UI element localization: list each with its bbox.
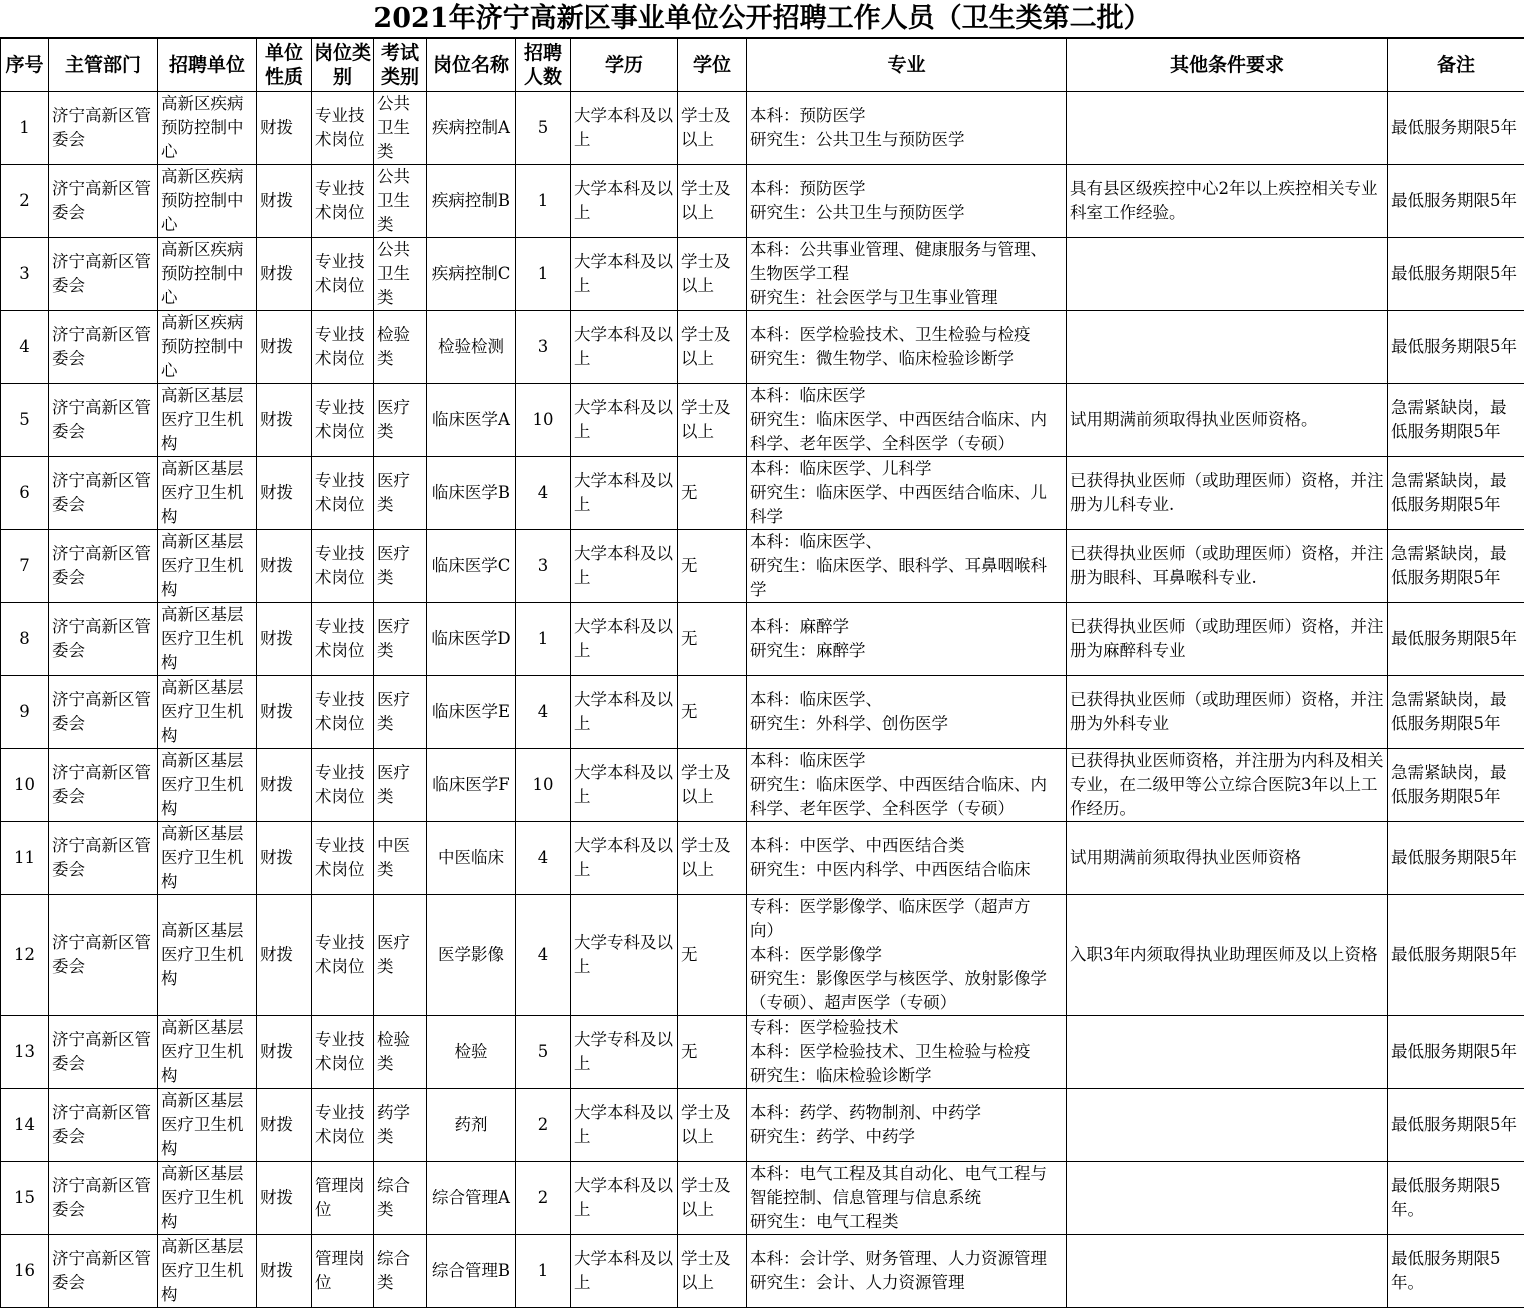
table-row — [1, 457, 1524, 530]
cell-education: 大学本科及以上 — [571, 238, 678, 311]
table-body — [1, 92, 1524, 1308]
cell-no: 5 — [1, 384, 49, 457]
cell-other: 试用期满前须取得执业医师资格 — [1067, 822, 1388, 895]
table-row — [1, 92, 1524, 165]
cell-category: 专业技术岗位 — [312, 895, 374, 1016]
cell-other: 已获得执业医师（或助理医师）资格，并注册为儿科专业. — [1067, 457, 1388, 530]
cell-remark: 急需紧缺岗，最低服务期限5年 — [1388, 676, 1524, 749]
cell-degree: 学士及以上 — [678, 1162, 747, 1235]
cell-education: 大学本科及以上 — [571, 1162, 678, 1235]
cell-unit: 高新区基层医疗卫生机构 — [158, 749, 257, 822]
cell-education: 大学本科及以上 — [571, 457, 678, 530]
cell-dept: 济宁高新区管委会 — [49, 92, 158, 165]
cell-no: 16 — [1, 1235, 49, 1308]
cell-unit: 高新区疾病预防控制中心 — [158, 311, 257, 384]
cell-degree: 学士及以上 — [678, 822, 747, 895]
cell-nature: 财拨 — [257, 384, 312, 457]
header-position: 岗位名称 — [427, 39, 516, 92]
cell-no: 9 — [1, 676, 49, 749]
cell-position: 临床医学C — [427, 530, 516, 603]
cell-unit: 高新区基层医疗卫生机构 — [158, 1089, 257, 1162]
cell-nature: 财拨 — [257, 749, 312, 822]
cell-major: 本科：临床医学 研究生：临床医学、中西医结合临床、内科学、老年医学、全科医学（专硕） — [747, 749, 1067, 822]
cell-exam: 医疗类 — [374, 749, 427, 822]
cell-dept: 济宁高新区管委会 — [49, 165, 158, 238]
cell-degree: 学士及以上 — [678, 384, 747, 457]
cell-exam: 检验类 — [374, 1016, 427, 1089]
cell-exam: 药学类 — [374, 1089, 427, 1162]
cell-major: 本科：临床医学、儿科学 研究生：临床医学、中西医结合临床、儿科学 — [747, 457, 1067, 530]
cell-no: 8 — [1, 603, 49, 676]
cell-unit: 高新区基层医疗卫生机构 — [158, 603, 257, 676]
cell-major: 本科：医学检验技术、卫生检验与检疫 研究生：微生物学、临床检验诊断学 — [747, 311, 1067, 384]
cell-nature: 财拨 — [257, 530, 312, 603]
cell-count: 5 — [516, 92, 571, 165]
cell-nature: 财拨 — [257, 311, 312, 384]
cell-unit: 高新区基层医疗卫生机构 — [158, 384, 257, 457]
cell-exam: 综合类 — [374, 1162, 427, 1235]
cell-dept: 济宁高新区管委会 — [49, 676, 158, 749]
cell-position: 疾病控制C — [427, 238, 516, 311]
cell-unit: 高新区疾病预防控制中心 — [158, 238, 257, 311]
cell-degree: 学士及以上 — [678, 92, 747, 165]
cell-nature: 财拨 — [257, 1162, 312, 1235]
cell-dept: 济宁高新区管委会 — [49, 311, 158, 384]
cell-other — [1067, 238, 1388, 311]
cell-education: 大学本科及以上 — [571, 822, 678, 895]
cell-no: 12 — [1, 895, 49, 1016]
cell-category: 管理岗位 — [312, 1162, 374, 1235]
cell-major: 本科：预防医学 研究生：公共卫生与预防医学 — [747, 165, 1067, 238]
table-row — [1, 384, 1524, 457]
cell-unit: 高新区基层医疗卫生机构 — [158, 457, 257, 530]
cell-degree: 无 — [678, 1016, 747, 1089]
cell-education: 大学本科及以上 — [571, 530, 678, 603]
cell-nature: 财拨 — [257, 92, 312, 165]
cell-degree: 无 — [678, 530, 747, 603]
cell-no: 11 — [1, 822, 49, 895]
cell-remark: 最低服务期限5年 — [1388, 238, 1524, 311]
cell-degree: 学士及以上 — [678, 1235, 747, 1308]
cell-major: 本科：麻醉学 研究生：麻醉学 — [747, 603, 1067, 676]
cell-category: 专业技术岗位 — [312, 603, 374, 676]
cell-position: 检验检测 — [427, 311, 516, 384]
header-unit: 招聘单位 — [158, 39, 257, 92]
cell-category: 专业技术岗位 — [312, 165, 374, 238]
cell-education: 大学本科及以上 — [571, 1089, 678, 1162]
cell-unit: 高新区基层医疗卫生机构 — [158, 530, 257, 603]
cell-remark: 急需紧缺岗，最低服务期限5年 — [1388, 457, 1524, 530]
cell-position: 临床医学A — [427, 384, 516, 457]
cell-remark: 最低服务期限5年 — [1388, 603, 1524, 676]
cell-dept: 济宁高新区管委会 — [49, 457, 158, 530]
cell-count: 4 — [516, 457, 571, 530]
cell-exam: 医疗类 — [374, 603, 427, 676]
cell-no: 2 — [1, 165, 49, 238]
cell-dept: 济宁高新区管委会 — [49, 822, 158, 895]
cell-major: 专科：医学影像学、临床医学（超声方向） 本科：医学影像学 研究生：影像医学与核医学、放射影像学（专硕）、超声医学（专硕） — [747, 895, 1067, 1016]
cell-exam: 公共卫生类 — [374, 165, 427, 238]
table-row — [1, 238, 1524, 311]
cell-dept: 济宁高新区管委会 — [49, 895, 158, 1016]
cell-remark: 最低服务期限5年 — [1388, 1016, 1524, 1089]
cell-remark: 急需紧缺岗，最低服务期限5年 — [1388, 530, 1524, 603]
cell-nature: 财拨 — [257, 1016, 312, 1089]
cell-education: 大学本科及以上 — [571, 311, 678, 384]
cell-education: 大学本科及以上 — [571, 384, 678, 457]
cell-nature: 财拨 — [257, 603, 312, 676]
header-education: 学历 — [571, 39, 678, 92]
cell-position: 中医临床 — [427, 822, 516, 895]
cell-exam: 医疗类 — [374, 895, 427, 1016]
cell-other: 已获得执业医师（或助理医师）资格，并注册为麻醉科专业 — [1067, 603, 1388, 676]
table-row — [1, 530, 1524, 603]
header-other: 其他条件要求 — [1067, 39, 1388, 92]
cell-position: 疾病控制B — [427, 165, 516, 238]
cell-remark: 最低服务期限5年 — [1388, 822, 1524, 895]
header-no: 序号 — [1, 39, 49, 92]
cell-dept: 济宁高新区管委会 — [49, 1089, 158, 1162]
cell-other: 入职3年内须取得执业助理医师及以上资格 — [1067, 895, 1388, 1016]
cell-education: 大学本科及以上 — [571, 676, 678, 749]
table-row — [1, 311, 1524, 384]
cell-remark: 最低服务期限5年 — [1388, 92, 1524, 165]
cell-remark: 急需紧缺岗，最低服务期限5年 — [1388, 384, 1524, 457]
cell-dept: 济宁高新区管委会 — [49, 1162, 158, 1235]
cell-no: 14 — [1, 1089, 49, 1162]
cell-major: 本科：中医学、中西医结合类 研究生：中医内科学、中西医结合临床 — [747, 822, 1067, 895]
cell-exam: 医疗类 — [374, 676, 427, 749]
cell-no: 13 — [1, 1016, 49, 1089]
cell-position: 临床医学E — [427, 676, 516, 749]
cell-exam: 医疗类 — [374, 457, 427, 530]
cell-count: 3 — [516, 530, 571, 603]
cell-count: 10 — [516, 749, 571, 822]
cell-count: 1 — [516, 1235, 571, 1308]
cell-degree: 学士及以上 — [678, 749, 747, 822]
recruitment-table — [0, 38, 1524, 1308]
cell-category: 专业技术岗位 — [312, 822, 374, 895]
cell-exam: 医疗类 — [374, 530, 427, 603]
cell-major: 本科：会计学、财务管理、人力资源管理 研究生：会计、人力资源管理 — [747, 1235, 1067, 1308]
header-remark: 备注 — [1388, 39, 1524, 92]
cell-count: 1 — [516, 603, 571, 676]
cell-remark: 最低服务期限5年 — [1388, 165, 1524, 238]
cell-category: 管理岗位 — [312, 1235, 374, 1308]
cell-dept: 济宁高新区管委会 — [49, 238, 158, 311]
cell-category: 专业技术岗位 — [312, 238, 374, 311]
cell-count: 4 — [516, 895, 571, 1016]
table-row — [1, 749, 1524, 822]
cell-count: 2 — [516, 1162, 571, 1235]
header-dept: 主管部门 — [49, 39, 158, 92]
cell-nature: 财拨 — [257, 457, 312, 530]
table-row — [1, 1016, 1524, 1089]
cell-position: 疾病控制A — [427, 92, 516, 165]
cell-unit: 高新区基层医疗卫生机构 — [158, 1235, 257, 1308]
cell-exam: 检验类 — [374, 311, 427, 384]
cell-category: 专业技术岗位 — [312, 384, 374, 457]
cell-other: 具有县区级疾控中心2年以上疾控相关专业科室工作经验。 — [1067, 165, 1388, 238]
cell-nature: 财拨 — [257, 676, 312, 749]
cell-position: 临床医学B — [427, 457, 516, 530]
cell-category: 专业技术岗位 — [312, 1089, 374, 1162]
cell-degree: 学士及以上 — [678, 1089, 747, 1162]
cell-dept: 济宁高新区管委会 — [49, 603, 158, 676]
cell-education: 大学本科及以上 — [571, 1235, 678, 1308]
header-category: 岗位类别 — [312, 39, 374, 92]
cell-dept: 济宁高新区管委会 — [49, 749, 158, 822]
header-row — [1, 39, 1524, 92]
cell-major: 本科：药学、药物制剂、中药学 研究生：药学、中药学 — [747, 1089, 1067, 1162]
cell-position: 检验 — [427, 1016, 516, 1089]
cell-no: 6 — [1, 457, 49, 530]
cell-count: 5 — [516, 1016, 571, 1089]
cell-position: 综合管理A — [427, 1162, 516, 1235]
cell-education: 大学本科及以上 — [571, 749, 678, 822]
cell-count: 3 — [516, 311, 571, 384]
cell-degree: 无 — [678, 676, 747, 749]
cell-education: 大学本科及以上 — [571, 165, 678, 238]
cell-category: 专业技术岗位 — [312, 311, 374, 384]
cell-nature: 财拨 — [257, 238, 312, 311]
table-row — [1, 165, 1524, 238]
cell-remark: 急需紧缺岗，最低服务期限5年 — [1388, 749, 1524, 822]
cell-education: 大学专科及以上 — [571, 895, 678, 1016]
cell-unit: 高新区基层医疗卫生机构 — [158, 1016, 257, 1089]
cell-other: 试用期满前须取得执业医师资格。 — [1067, 384, 1388, 457]
cell-other — [1067, 311, 1388, 384]
table-row — [1, 603, 1524, 676]
cell-other — [1067, 1016, 1388, 1089]
cell-other — [1067, 1089, 1388, 1162]
table-row — [1, 676, 1524, 749]
header-major: 专业 — [747, 39, 1067, 92]
cell-exam: 中医类 — [374, 822, 427, 895]
cell-count: 4 — [516, 676, 571, 749]
cell-other — [1067, 1162, 1388, 1235]
cell-remark: 最低服务期限5年 — [1388, 895, 1524, 1016]
cell-other — [1067, 1235, 1388, 1308]
cell-position: 临床医学F — [427, 749, 516, 822]
cell-major: 本科：临床医学、 研究生：外科学、创伤医学 — [747, 676, 1067, 749]
table-row — [1, 895, 1524, 1016]
cell-category: 专业技术岗位 — [312, 676, 374, 749]
cell-dept: 济宁高新区管委会 — [49, 530, 158, 603]
cell-count: 10 — [516, 384, 571, 457]
cell-remark: 最低服务期限5年 — [1388, 311, 1524, 384]
cell-education: 大学本科及以上 — [571, 92, 678, 165]
cell-major: 专科：医学检验技术 本科：医学检验技术、卫生检验与检疫 研究生：临床检验诊断学 — [747, 1016, 1067, 1089]
cell-nature: 财拨 — [257, 1235, 312, 1308]
cell-category: 专业技术岗位 — [312, 92, 374, 165]
cell-degree: 学士及以上 — [678, 238, 747, 311]
cell-no: 3 — [1, 238, 49, 311]
cell-nature: 财拨 — [257, 1089, 312, 1162]
cell-degree: 无 — [678, 895, 747, 1016]
cell-position: 临床医学D — [427, 603, 516, 676]
header-degree: 学位 — [678, 39, 747, 92]
cell-degree: 学士及以上 — [678, 165, 747, 238]
cell-exam: 公共卫生类 — [374, 238, 427, 311]
cell-no: 1 — [1, 92, 49, 165]
cell-exam: 医疗类 — [374, 384, 427, 457]
cell-count: 2 — [516, 1089, 571, 1162]
cell-other: 已获得执业医师（或助理医师）资格，并注册为眼科、耳鼻喉科专业. — [1067, 530, 1388, 603]
cell-exam: 公共卫生类 — [374, 92, 427, 165]
cell-unit: 高新区基层医疗卫生机构 — [158, 895, 257, 1016]
cell-remark: 最低服务期限5年 — [1388, 1089, 1524, 1162]
cell-major: 本科：电气工程及其自动化、电气工程与智能控制、信息管理与信息系统 研究生：电气工程类 — [747, 1162, 1067, 1235]
cell-unit: 高新区疾病预防控制中心 — [158, 165, 257, 238]
cell-category: 专业技术岗位 — [312, 530, 374, 603]
cell-education: 大学专科及以上 — [571, 1016, 678, 1089]
cell-position: 医学影像 — [427, 895, 516, 1016]
cell-remark: 最低服务期限5年。 — [1388, 1162, 1524, 1235]
cell-category: 专业技术岗位 — [312, 457, 374, 530]
cell-unit: 高新区基层医疗卫生机构 — [158, 1162, 257, 1235]
table-row — [1, 822, 1524, 895]
cell-unit: 高新区基层医疗卫生机构 — [158, 822, 257, 895]
cell-other: 已获得执业医师资格，并注册为内科及相关专业，在二级甲等公立综合医院3年以上工作经历。 — [1067, 749, 1388, 822]
cell-count: 1 — [516, 165, 571, 238]
cell-position: 药剂 — [427, 1089, 516, 1162]
cell-exam: 综合类 — [374, 1235, 427, 1308]
cell-major: 本科：预防医学 研究生：公共卫生与预防医学 — [747, 92, 1067, 165]
cell-nature: 财拨 — [257, 165, 312, 238]
cell-no: 7 — [1, 530, 49, 603]
cell-degree: 无 — [678, 603, 747, 676]
cell-category: 专业技术岗位 — [312, 749, 374, 822]
cell-major: 本科：公共事业管理、健康服务与管理、生物医学工程 研究生：社会医学与卫生事业管理 — [747, 238, 1067, 311]
cell-education: 大学本科及以上 — [571, 603, 678, 676]
cell-position: 综合管理B — [427, 1235, 516, 1308]
cell-major: 本科：临床医学 研究生：临床医学、中西医结合临床、内科学、老年医学、全科医学（专硕） — [747, 384, 1067, 457]
cell-dept: 济宁高新区管委会 — [49, 1235, 158, 1308]
header-nature: 单位性质 — [257, 39, 312, 92]
cell-nature: 财拨 — [257, 895, 312, 1016]
cell-no: 15 — [1, 1162, 49, 1235]
cell-unit: 高新区疾病预防控制中心 — [158, 92, 257, 165]
cell-other: 已获得执业医师（或助理医师）资格，并注册为外科专业 — [1067, 676, 1388, 749]
cell-count: 4 — [516, 822, 571, 895]
cell-remark: 最低服务期限5年。 — [1388, 1235, 1524, 1308]
cell-dept: 济宁高新区管委会 — [49, 384, 158, 457]
cell-degree: 无 — [678, 457, 747, 530]
document-title: 2021年济宁高新区事业单位公开招聘工作人员（卫生类第二批） — [0, 0, 1524, 38]
cell-count: 1 — [516, 238, 571, 311]
cell-category: 专业技术岗位 — [312, 1016, 374, 1089]
cell-no: 4 — [1, 311, 49, 384]
cell-degree: 学士及以上 — [678, 311, 747, 384]
table-row — [1, 1089, 1524, 1162]
cell-no: 10 — [1, 749, 49, 822]
header-count: 招聘人数 — [516, 39, 571, 92]
cell-nature: 财拨 — [257, 822, 312, 895]
cell-major: 本科：临床医学、 研究生：临床医学、眼科学、耳鼻咽喉科学 — [747, 530, 1067, 603]
cell-other — [1067, 92, 1388, 165]
cell-unit: 高新区基层医疗卫生机构 — [158, 676, 257, 749]
header-exam: 考试类别 — [374, 39, 427, 92]
cell-dept: 济宁高新区管委会 — [49, 1016, 158, 1089]
table-row — [1, 1162, 1524, 1235]
table-row — [1, 1235, 1524, 1308]
